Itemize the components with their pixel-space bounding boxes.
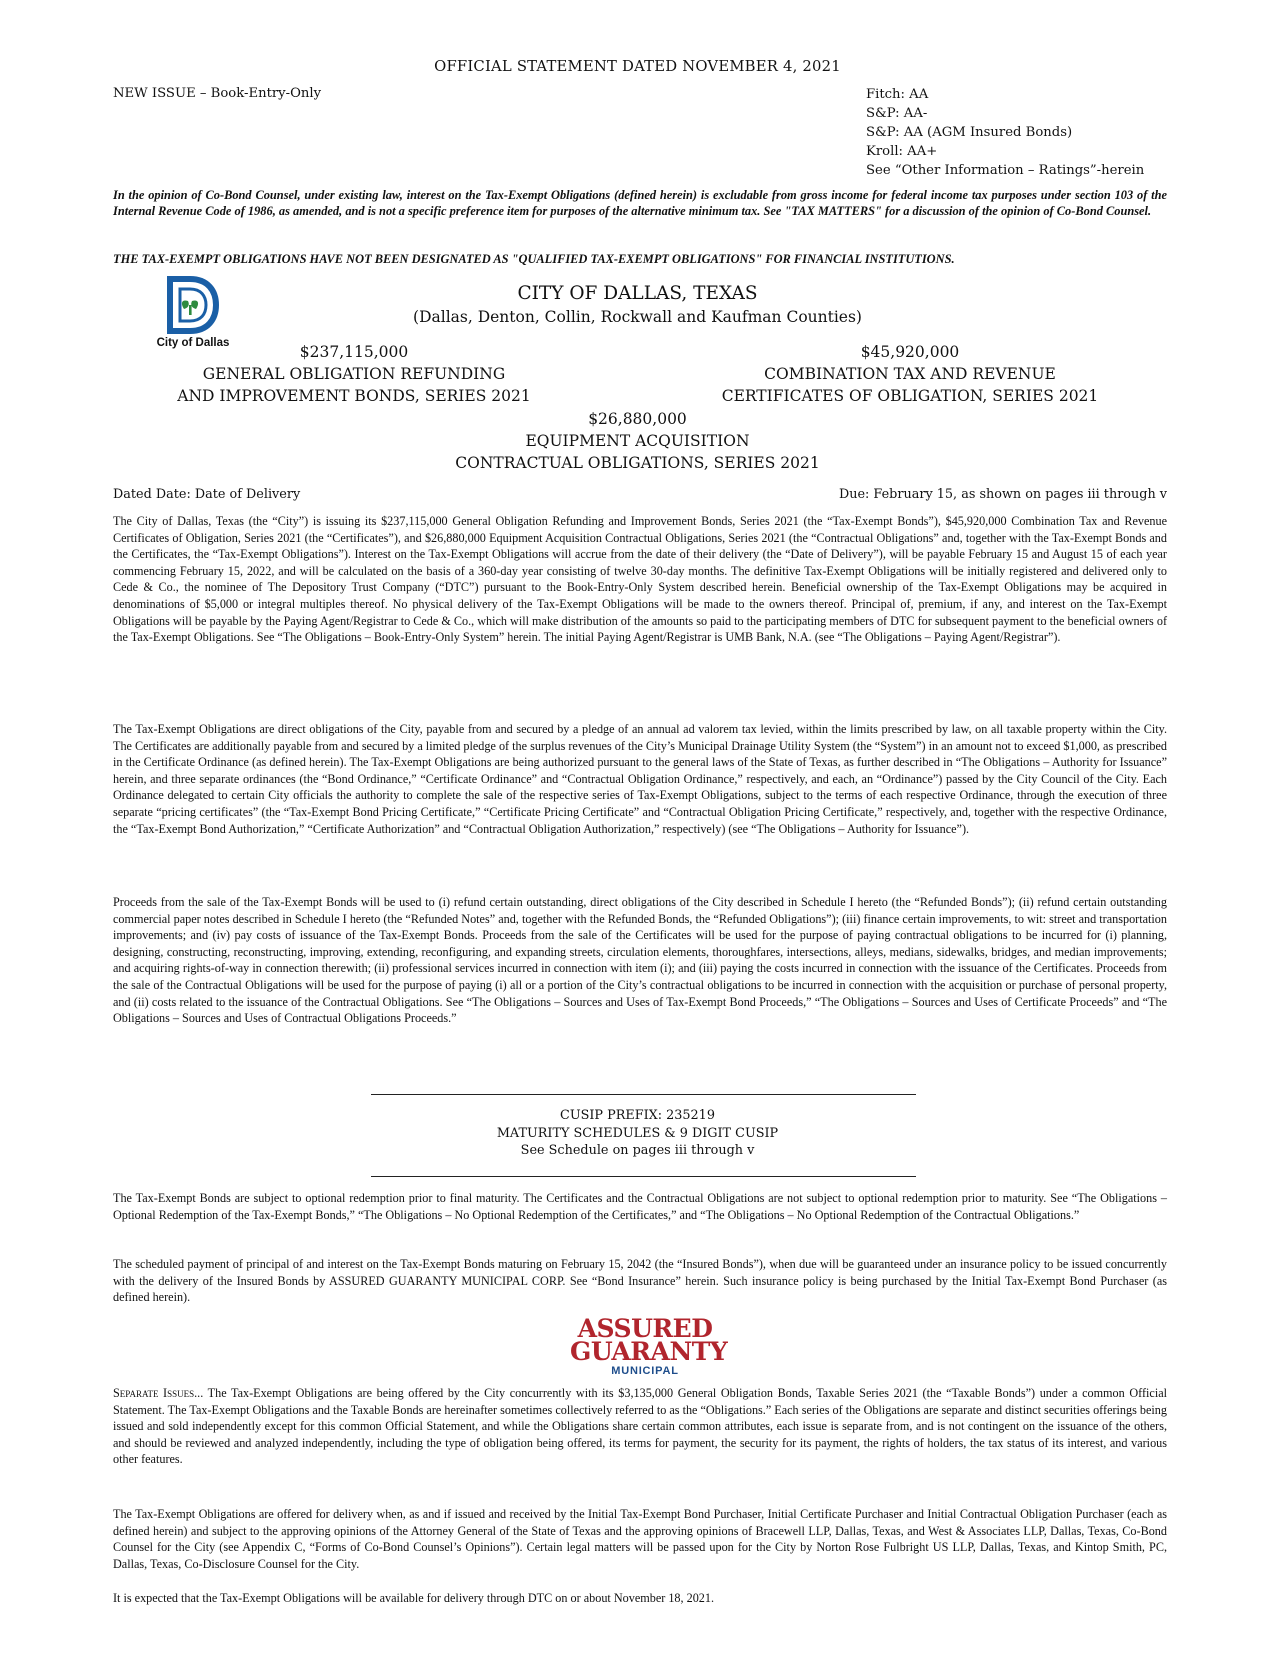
issue-contractual-amount: $26,880,000 xyxy=(588,410,687,428)
issue-bonds-title-line1: GENERAL OBLIGATION REFUNDING xyxy=(202,365,506,383)
tax-opinion-paragraph: In the opinion of Co-Bond Counsel, under existing law, interest on the Tax-Exempt Obligations (defined herein) is excludable from gross income for federal income tax purposes under section 103 of the Internal Revenue Code of 1986, as amended, and is not a specific preference item for purposes of the alternative minimum tax. See "TAX MATTERS" for a discussion of the opinion of Co-Bond Counsel. xyxy=(113,188,1167,219)
separate-issues-paragraph xyxy=(113,1385,1167,1468)
rating-sp: S&P: AA- xyxy=(866,106,928,121)
issue-contractual-title-line2: CONTRACTUAL OBLIGATIONS, SERIES 2021 xyxy=(455,454,820,472)
issue-certificates-amount: $45,920,000 xyxy=(860,343,960,361)
delivery-conditions-paragraph: The Tax-Exempt Obligations are offered for delivery when, as and if issued and received by the Initial Tax-Exempt Bond Purchaser, Initial Certificate Purchaser and Initial Contractual Obligation Purchaser (each as defined herein) and subject to the approving opinions of the Attorney General of the State of Texas and the approving opinions of Bracewell LLP, Dallas, Texas, and West & Associates LLP, Dallas, Texas, Co-Bond Counsel for the City (see Appendix C, “Forms of Co-Bond Counsel’s Opinions”). Certain legal matters will be passed upon for the City by Norton Rose Fulbright US LLP, Dallas, Texas, and Kintop Smith, PC, Dallas, Texas, Co-Disclosure Counsel for the City. xyxy=(113,1507,1167,1571)
assured-logo-line2: GUARANTY xyxy=(570,1337,728,1366)
issue-contractual-title-line1: EQUIPMENT ACQUISITION xyxy=(525,432,750,450)
use-of-proceeds-paragraph: Proceeds from the sale of the Tax-Exempt Bonds will be used to (i) refund certain outstanding, direct obligations of the City described in Schedule I hereto (the “Refunded Bonds”); (ii) refund certain outstanding commercial paper notes described in Schedule I hereto (the “Refunded Notes” and, together with the Refunded Bonds, the “Refunded Obligations”); (iii) finance certain improvements, to wit: street and transportation improvements; and (iv) pay costs of issuance of the Tax-Exempt Bonds. Proceeds from the sale of the Certificates will be used for the purpose of paying contractual obligations to be incurred for (i) planning, designing, constructing, reconstructing, improving, extending, reconfiguring, and expanding streets, circulation elements, thoroughfares, intersections, alleys, medians, sidewalks, bridges, and median improvements; and acquiring rights-of-way in connection therewith; (ii) professional services incurred in connection with item (i); and (iii) paying the costs incurred in connection with the issuance of the Certificates. Proceeds from the sale of the Contractual Obligations will be used for the purpose of paying (i) all or a portion of the City’s contractual obligations to be incurred in connection with the acquisition or purchase of personal property, and (ii) costs related to the issuance of the Contractual Obligations. See “The Obligations – Sources and Uses of Tax-Exempt Bond Proceeds,” “The Obligations – Sources and Uses of Certificate Proceeds” and “The Obligations – Sources and Uses of Contractual Obligations Proceeds.” xyxy=(113,895,1167,1026)
redemption-paragraph: The Tax-Exempt Bonds are subject to optional redemption prior to final maturity. The Certificates and the Contractual Obligations are not subject to optional redemption prior to maturity. See “The Obligations – Optional Redemption of the Tax-Exempt Bonds,” “The Obligations – No Optional Redemption of the Certificates,” and “The Obligations – No Optional Redemption of the Contractual Obligations.” xyxy=(113,1191,1167,1222)
ratings-block xyxy=(866,85,1144,180)
assured-logo-line3: MUNICIPAL xyxy=(611,1365,679,1377)
expected-delivery-paragraph: It is expected that the Tax-Exempt Obligations will be available for delivery through DTC on or about November 18, 2021. xyxy=(113,1591,715,1605)
issue-bonds-title-line2: AND IMPROVEMENT BONDS, SERIES 2021 xyxy=(177,387,531,405)
assured-logo-line1: ASSURED xyxy=(577,1314,713,1343)
rating-fitch: Fitch: AA xyxy=(866,87,929,102)
rating-see-reference: See “Other Information – Ratings”-herein xyxy=(866,163,1145,178)
issuer-counties: (Dallas, Denton, Collin, Rockwall and Kaufman Counties) xyxy=(413,308,862,326)
cusip-top-rule xyxy=(371,1094,916,1095)
issuer-name: CITY OF DALLAS, TEXAS xyxy=(517,283,758,304)
new-issue-label: NEW ISSUE – Book-Entry-Only xyxy=(113,86,322,101)
cusip-maturity-schedules: MATURITY SCHEDULES & 9 DIGIT CUSIP xyxy=(496,1125,779,1141)
cusip-prefix: CUSIP PREFIX: 235219 xyxy=(560,1108,715,1123)
city-logo-caption: City of Dallas xyxy=(156,337,230,349)
assured-guaranty-logo xyxy=(570,1314,728,1380)
bond-insurance-paragraph: The scheduled payment of principal of and interest on the Tax-Exempt Bonds maturing on February 15, 2042 (the “Insured Bonds”), when due will be guaranteed under an insurance policy to be issued concurrently with the delivery of the Insured Bonds by ASSURED GUARANTY MUNICIPAL CORP. See “Bond Insurance” herein. Such insurance policy is being purchased by the Initial Tax-Exempt Bond Purchaser (as defined herein). xyxy=(113,1257,1167,1305)
not-designated-statement: THE TAX-EXEMPT OBLIGATIONS HAVE NOT BEEN DESIGNATED AS "QUALIFIED TAX-EXEMPT OBLIGATIONS" FOR FINANCIAL INSTITUTIONS. xyxy=(113,252,955,266)
rating-sp-agm: S&P: AA (AGM Insured Bonds) xyxy=(866,125,1073,140)
dated-date: Dated Date: Date of Delivery xyxy=(113,487,301,502)
official-statement-date: OFFICIAL STATEMENT DATED NOVEMBER 4, 2021 xyxy=(434,58,841,75)
issue-bonds-block xyxy=(114,341,594,407)
due-date: Due: February 15, as shown on pages iii through v xyxy=(838,487,1167,502)
cusip-block xyxy=(0,1107,1275,1160)
issue-contractual-block xyxy=(0,408,1275,474)
rating-kroll: Kroll: AA+ xyxy=(866,144,938,159)
issue-bonds-amount: $237,115,000 xyxy=(299,343,409,361)
issue-certificates-title-line1: COMBINATION TAX AND REVENUE xyxy=(764,365,1056,383)
cusip-bottom-rule xyxy=(371,1176,916,1177)
issue-certificates-block xyxy=(680,341,1140,407)
separate-issues-lead: Separate Issues... xyxy=(113,1386,204,1400)
separate-issues-text: The Tax-Exempt Obligations are being offered by the City concurrently with its $3,135,000 General Obligation Bonds, Taxable Series 2021 (the “Taxable Bonds”) under a common Official Statement. The Tax-Exempt Obligations and the Taxable Bonds are hereinafter sometimes collectively referred to as the “Obligations.” Each series of the Obligations are separate and distinct securities offerings being issued and sold independently except for this common Official Statement, and while the Obligations share certain common attributes, each issue is separate from, and is not contingent on the issuance of the others, and should be reviewed and analyzed independently, including the type of obligation being offered, its terms for payment, the security for its payment, the rights of holders, the tax status of its interest, and various other features. xyxy=(113,1386,1167,1467)
issuance-paragraph: The City of Dallas, Texas (the “City”) is issuing its $237,115,000 General Obligation Refunding and Improvement Bonds, Series 2021 (the “Tax-Exempt Bonds”), $45,920,000 Combination Tax and Revenue Certificates of Obligation, Series 2021 (the “Certificates”), and $26,880,000 Equipment Acquisition Contractual Obligations, Series 2021 (the “Contractual Obligations” and, together with the Tax-Exempt Bonds and the Certificates, the “Tax-Exempt Obligations”). Interest on the Tax-Exempt Obligations will accrue from the date of their delivery (the “Date of Delivery”), will be payable February 15 and August 15 of each year commencing February 15, 2022, and will be calculated on the basis of a 360-day year consisting of twelve 30-day months. The definitive Tax-Exempt Obligations will be initially registered and delivered only to Cede & Co., the nominee of The Depository Trust Company (“DTC”) pursuant to the Book-Entry-Only System described herein. Beneficial ownership of the Tax-Exempt Obligations may be acquired in denominations of $5,000 or integral multiples thereof. No physical delivery of the Tax-Exempt Obligations will be made to the owners thereof. Principal of, premium, if any, and interest on the Tax-Exempt Obligations will be payable by the Paying Agent/Registrar to Cede & Co., which will make distribution of the amounts so paid to the participating members of DTC for subsequent payment to the beneficial owners of the Tax-Exempt Obligations. See “The Obligations – Book-Entry-Only System” herein. The initial Paying Agent/Registrar is UMB Bank, N.A. (see “The Obligations – Paying Agent/Registrar”). xyxy=(113,514,1168,645)
cusip-see-schedule: See Schedule on pages iii through v xyxy=(520,1143,755,1158)
issue-certificates-title-line2: CERTIFICATES OF OBLIGATION, SERIES 2021 xyxy=(721,387,1099,405)
security-paragraph: The Tax-Exempt Obligations are direct obligations of the City, payable from and secured by a pledge of an annual ad valorem tax levied, within the limits prescribed by law, on all taxable property within the City. The Certificates are additionally payable from and secured by a limited pledge of the surplus revenues of the City’s Municipal Drainage Utility System (the “System”) in an amount not to exceed $1,000, as prescribed in the Certificate Ordinance (as defined herein). The Tax-Exempt Obligations are being authorized pursuant to the general laws of the State of Texas, as further described in “The Obligations – Authority for Issuance” herein, and three separate ordinances (the “Bond Ordinance,” “Certificate Ordinance” and “Contractual Obligation Ordinance,” respectively, and each, an “Ordinance”) passed by the City Council of the City. Each Ordinance delegated to certain City officials the authority to complete the sale of the respective series of Tax-Exempt Obligations, subject to the terms of each respective Ordinance, through the execution of three separate “pricing certificates” (the “Tax-Exempt Bond Pricing Certificate,” “Certificate Pricing Certificate” and “Contractual Obligation Pricing Certificate,” respectively, and, together with the respective Ordinance, the “Tax-Exempt Bond Authorization,” “Certificate Authorization” and “Contractual Obligation Authorization,” respectively) (see “The Obligations – Authority for Issuance”). xyxy=(113,722,1167,836)
